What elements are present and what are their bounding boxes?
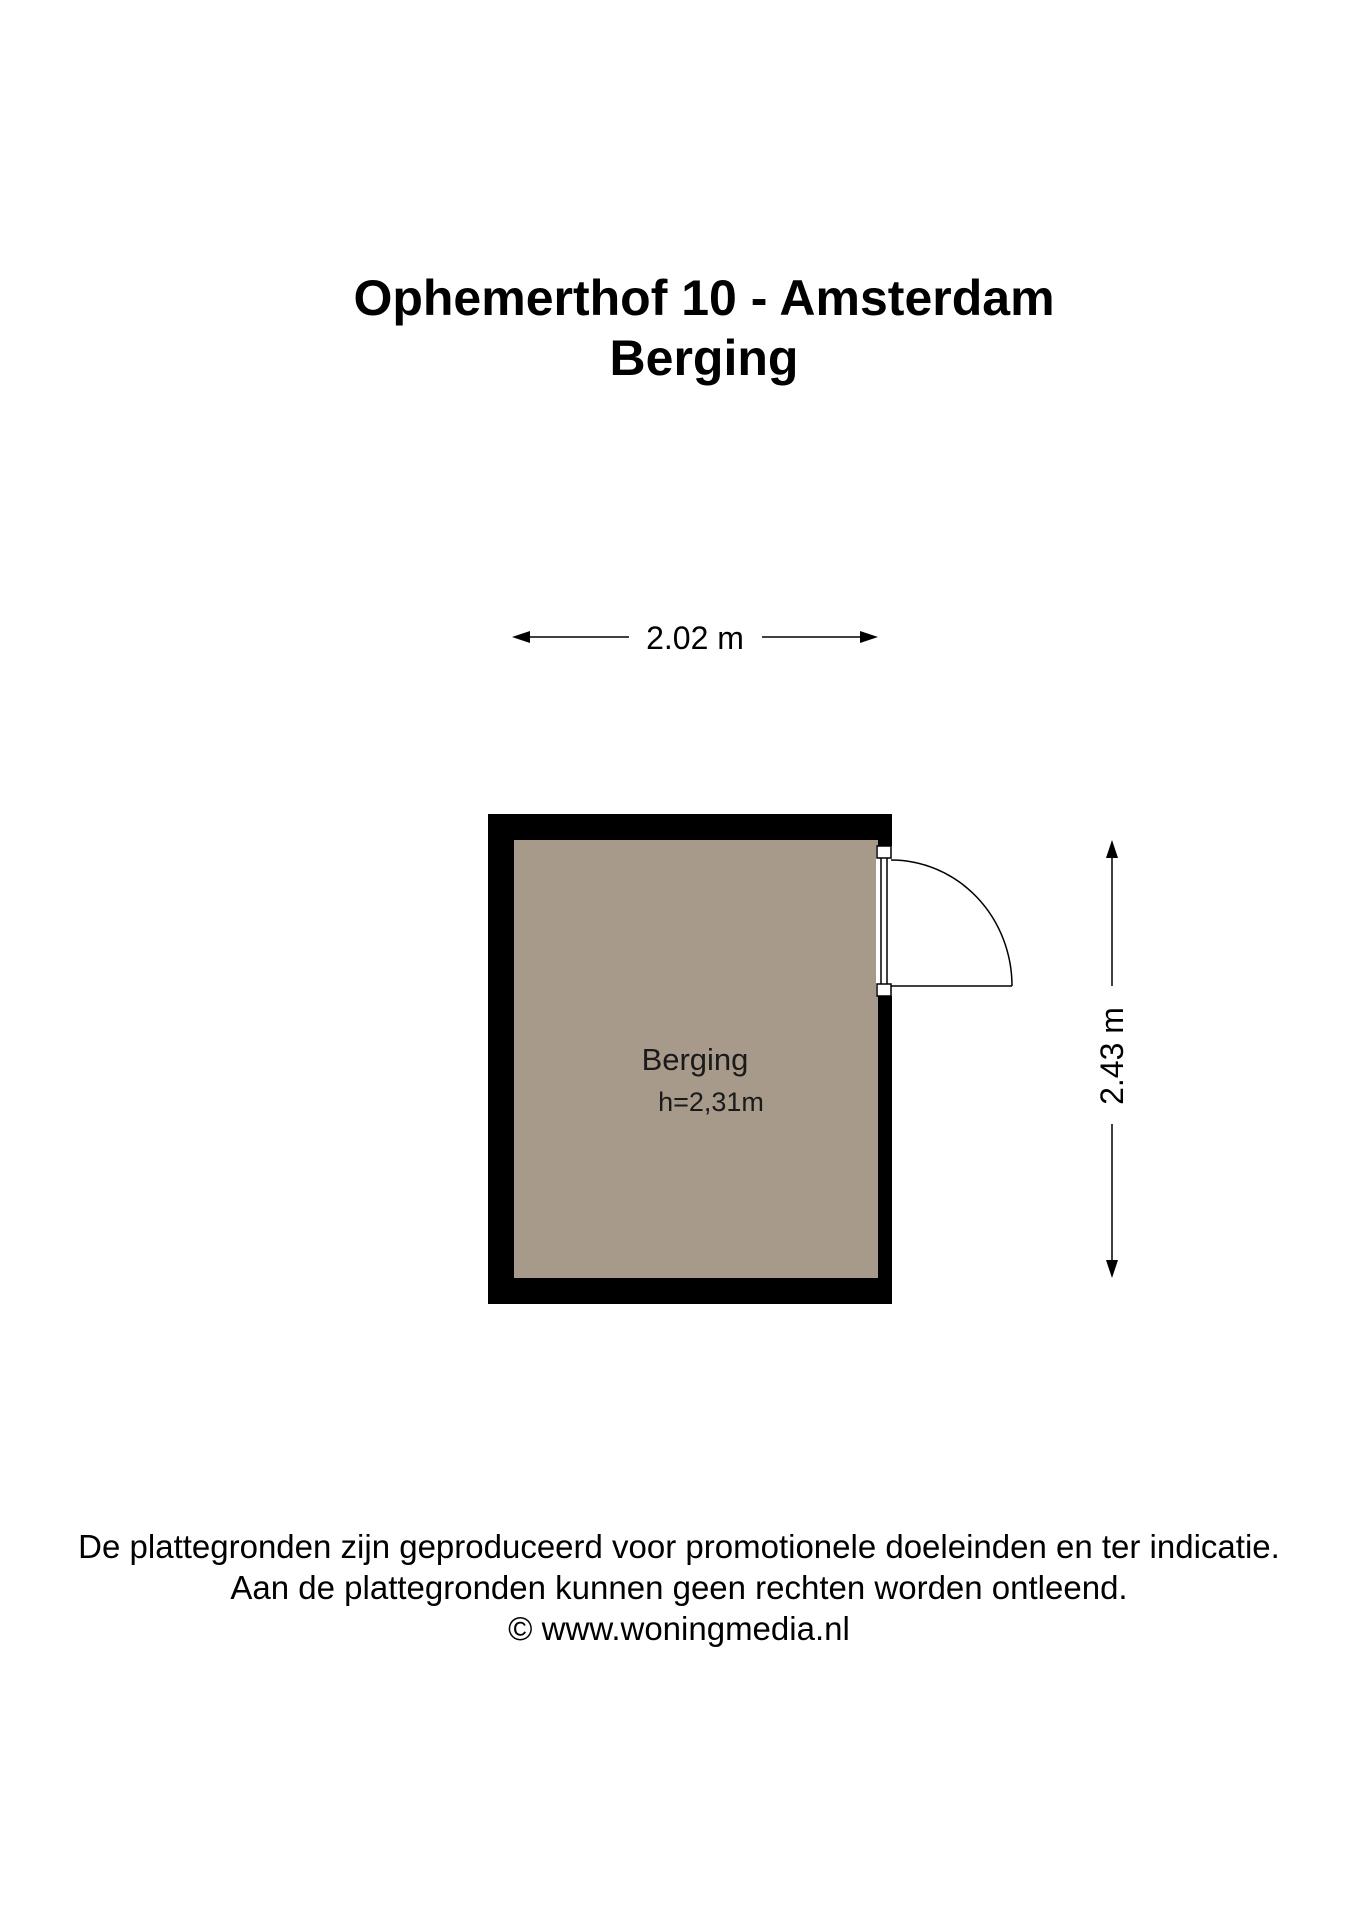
- page-subtitle: Berging: [609, 330, 799, 386]
- door-frame-bottom: [877, 984, 891, 996]
- arrow-left-icon: [512, 631, 530, 643]
- arrow-down-icon: [1106, 1260, 1118, 1278]
- width-dimension: [512, 620, 878, 656]
- page-title: Ophemerthof 10 - Amsterdam: [353, 270, 1055, 326]
- arrow-up-icon: [1106, 840, 1118, 858]
- arrow-right-icon: [860, 631, 878, 643]
- door-frame-top: [877, 846, 891, 858]
- door-opening: [876, 846, 892, 996]
- disclaimer-line: De plattegronden zijn geproduceerd voor promotionele doeleinden en ter indicatie.: [78, 1528, 1280, 1565]
- door: [876, 846, 1012, 996]
- room-name-label: Berging: [641, 1042, 749, 1077]
- copyright-line: © www.woningmedia.nl: [508, 1610, 850, 1647]
- depth-label: 2.43 m: [1094, 1007, 1130, 1105]
- door-swing-arc: [891, 860, 1012, 986]
- disclaimer: [0, 1526, 1358, 1649]
- width-label: 2.02 m: [646, 620, 744, 656]
- depth-dimension: [1094, 840, 1130, 1278]
- room-height-label: h=2,31m: [658, 1087, 764, 1117]
- disclaimer-line: Aan de plattegronden kunnen geen rechten worden ontleend.: [230, 1569, 1128, 1606]
